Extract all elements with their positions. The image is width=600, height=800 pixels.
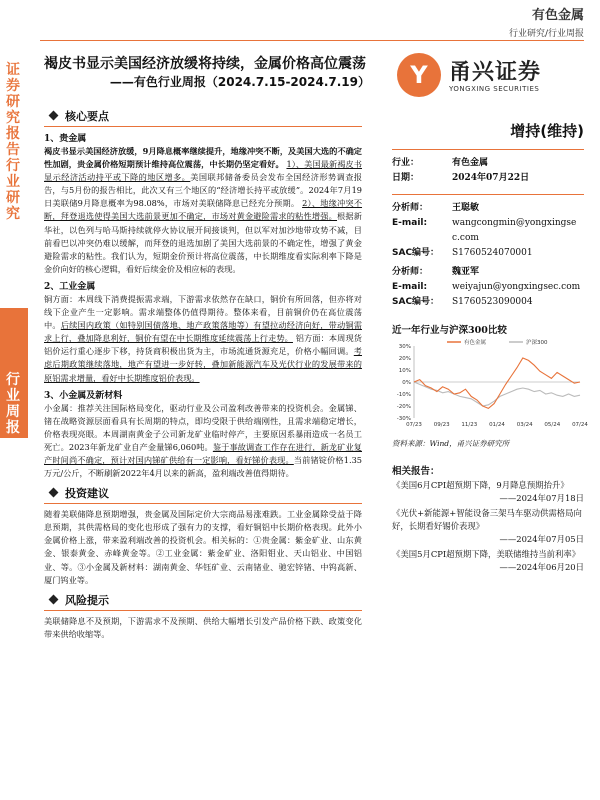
related-report-date: ——2024年07月18日 <box>499 493 584 503</box>
related-report-title: 《美国6月CPI超预期下降，9月降息预期抬升》 <box>392 480 569 490</box>
related-report-item[interactable] <box>392 548 584 574</box>
investment-heading: 投资建议 <box>44 485 362 501</box>
y-tick-label: 20% <box>398 356 411 362</box>
header-category <box>509 4 584 39</box>
info-divider <box>392 194 584 195</box>
risk-body: 美联储降息不及预期，下游需求不及预期、供给大幅增长引发产品价格下跌、政策变化带来供给收缩等。 <box>44 615 362 639</box>
related-report-date: ——2024年06月20日 <box>499 562 584 572</box>
legend-label: 有色金属 <box>464 340 487 346</box>
diamond-icon <box>49 111 59 121</box>
email2-row: E-mail: weiyajun@yongxingsec.com <box>392 280 584 295</box>
risk-heading: 风险提示 <box>44 592 362 608</box>
x-tick-label: 09/23 <box>433 422 450 428</box>
diamond-icon <box>49 594 59 604</box>
email1-link[interactable]: wangcongmin@yongxingsec.com <box>452 218 577 243</box>
category-label: 有色金属 <box>531 8 584 23</box>
x-tick-label: 07/23 <box>406 422 422 428</box>
y-tick-label: 10% <box>398 368 411 374</box>
header-divider <box>40 40 584 41</box>
related-report-title: 《美国5月CPI超预期下降，美联储维持当前利率》 <box>392 549 581 559</box>
x-tick-label: 11/23 <box>461 422 478 428</box>
y-tick-label: -20% <box>396 404 411 410</box>
company-logo <box>397 53 577 101</box>
minor-metals-heading: 3、小金属及新材料 <box>44 390 123 401</box>
related-list <box>392 479 584 574</box>
comparison-chart <box>392 338 588 432</box>
rating-label: 增持(维持) <box>510 122 584 140</box>
related-heading: 相关报告： <box>392 466 440 477</box>
y-tick-label: -10% <box>396 392 411 398</box>
minor-metals-body: 小金属：推荐关注国际格局变化，驱动行业及公司盈利改善带来的投资机会。金属锑、锗在战略资源层面看具有长周期的特点，即均受限于供给端刚性，且需求端稳定增长，价格表现亮眼。本周湖南黄金子公司新龙矿业临时停产，主要原因系暴雨造成一名员工死亡。2023年新龙矿业自产金量锑6,060吨。鉴于事故调查工作存在进行，新龙矿业复产时间尚不确定，预计对国内锑矿供给有一定影响，看好锑价表现。当前锗锭价格1.35万元/公斤，不断刷新2022年4月以来的新高，盈利端改善值得期待。 <box>44 402 362 479</box>
industrial-metals-heading: 2、工业金属 <box>44 281 96 292</box>
industry-row: 行业： 有色金属 <box>392 158 489 168</box>
related-report-item[interactable] <box>392 479 584 505</box>
related-report-title: 《光伏+新能源+智能设备三架马车驱动供需格局向好，长期看好锡价表现》 <box>392 508 582 531</box>
analyst1-row: 分析师： 王聪敏 <box>392 203 480 213</box>
series-line <box>414 382 580 406</box>
chart-source: 资料来源：Wind，甬兴证券研究所 <box>392 439 510 448</box>
sidebar-mid-text: 行业周报 <box>6 372 20 436</box>
report-title: 褐皮书显示美国经济放缓将持续，金属价格高位震荡 <box>44 56 366 72</box>
y-tick-label: 30% <box>398 344 411 350</box>
section-divider <box>44 610 362 611</box>
section-divider <box>44 503 362 504</box>
date-row: 日期： 2024年07月22日 <box>392 173 530 183</box>
email2-link[interactable]: weiyajun@yongxingsec.com <box>452 282 581 292</box>
precious-metals-heading: 1、贵金属 <box>44 134 87 144</box>
main-content <box>44 104 362 641</box>
rating-divider <box>392 149 584 150</box>
left-sidebar <box>0 0 28 800</box>
chart-title: 近一年行业与沪深300比较 <box>392 325 507 336</box>
email1-row: E-mail: wangcongmin@yongxingsec.com <box>392 216 584 246</box>
diamond-icon <box>49 488 59 498</box>
section-divider <box>44 126 362 127</box>
legend-label: 沪深300 <box>526 340 548 346</box>
y-tick-label: 0% <box>402 380 411 386</box>
related-report-date: ——2024年07月05日 <box>499 534 584 544</box>
subcategory-label: 行业研究/行业周报 <box>508 29 584 39</box>
sac2-row: SAC编号： S1760523090004 <box>392 297 533 307</box>
sidebar-top-text: 证券研究报告 行业研究 <box>6 62 20 222</box>
x-tick-label: 07/24 <box>572 422 588 428</box>
precious-metals-body: 褐皮书显示美国经济放缓，9月降息概率继续提升，地缘冲突不断，及美国大选的不确定性加剧，贵金属价格短期预计维持高位震荡，中长期仍坚定看好。 1）、美国最新褐皮书显示经济活动持平或下降的地区增多。美国联邦储备委员会发布全国经济形势调查报告，与5月份的报告相比，此次又有三个地区的“经济增长持平或放缓”。2024年7月19日美联储9月降息概率为98.08%，市场对美联储降息已经充分预期。 2）、地缘冲突不断，拜登退选使得美国大选前景更加不确定，市场对黄金避险需求的粘性增强。根据新华社，以色列与哈马斯持续就停火协议展开间接谈判，但以军对加沙地带攻势不减，目前看巴以冲突仍难以缓解，而拜登的退选加剧了美国大选前景的不确定性，增强了黄金避险需求的粘性。我们认为，短期金价预计将高位震荡，中长期维度看实际利率下降是金价向好的核心逻辑，看好后续金价及相应标的表现。 <box>44 146 363 274</box>
report-subtitle: ——有色行业周报（2024.7.15-2024.7.19） <box>109 75 370 89</box>
right-column <box>392 104 588 574</box>
x-tick-label: 03/24 <box>516 422 533 428</box>
related-report-item[interactable] <box>392 507 584 546</box>
y-tick-label: -30% <box>396 416 411 422</box>
analyst2-row: 分析师： 魏亚军 <box>392 267 480 277</box>
x-tick-label: 01/24 <box>489 422 505 428</box>
logo-mark-icon: Y <box>397 53 441 97</box>
core-heading: 核心要点 <box>44 108 362 124</box>
investment-body: 随着美联储降息预期增强，贵金属及国际定价大宗商品易涨难跌。工业金属除受益于降息预期，其供需格局的变化也形成了强有力的支撑，看好铜铝中长期价格表现。此外小金属价格上涨，带来盈利端改善的投资机会。相关标的：①贵金属：紫金矿业、山东黄金、银泰黄金、赤峰黄金等。②工业金属：紫金矿业、洛阳钼业、天山铝业、中国铝业、等。③小金属及新材料：湖南黄金、华钰矿业、云南锗业、驰宏锌锗、中钨高新、厦门钨业等。 <box>44 509 362 585</box>
sac1-row: SAC编号： S1760524070001 <box>392 248 533 258</box>
x-tick-label: 05/24 <box>544 422 561 428</box>
logo-english-name: YONGXING SECURITIES <box>449 85 540 93</box>
logo-chinese-name: 甬兴证券 <box>449 60 542 85</box>
series-line <box>414 358 580 408</box>
industrial-metals-body: 铜方面：本周线下消费提振需求端，下游需求依然存在缺口，铜价有所回落，但亦将对线下企业产生一定影响。需求端整体仍值得期待。整体来看，目前铜价仍在高位震荡中。后续国内政策（如特别国债落地、地产政策落地等）有望拉动经济向好，带动铜需求上行，叠加降息利好，铜价有望在中长期维度延续震荡上行走势。 铝方面：本周现货铝价运行重心逐步下移，持货商积极出货为主，市场流通货源充足，价格小幅回调。考虑后期政策继续落地，地产有望进一步好转，叠加新能源汽车及光伏行业的发展带来的原铝需求增量，看好中长期维度铝价表现。 <box>44 293 362 383</box>
